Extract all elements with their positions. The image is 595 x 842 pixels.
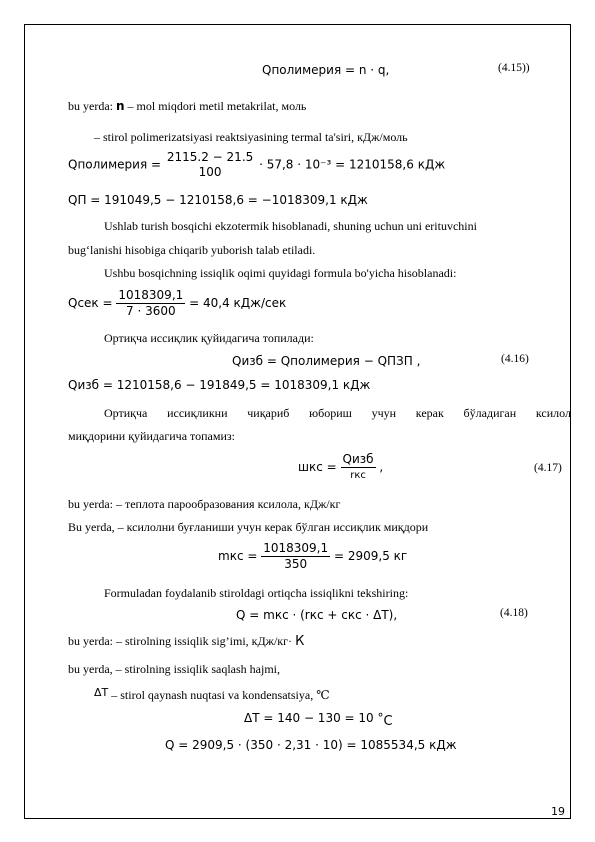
equation-q-sek: Qсек = $\frac{1018309,1}{7 \cdot 3600}$ = 40,4 кДж/сек	[68, 288, 287, 318]
definition-n: bu yerda: n – mol miqdori metil metakrilat, моль	[68, 99, 307, 113]
definition-m: Bu yerda, – ксилолни буғланиши учун керак бўлган иссиқлик миқдори	[68, 520, 429, 534]
paragraph-ortiqcha: Ортиқча иссиқлик қуйидагича топилади:	[104, 331, 314, 345]
fraction-4-17: $\frac{\text{Qизб}}{\text{rкс}}$	[342, 452, 374, 481]
definition-q: – stirol polimerizatsiyasi reaktsiyasining termal ta'siri, кДж/моль	[94, 130, 408, 144]
formula-4-17: шкс = $\frac{\text{Qизб}}{\text{rкс}}$ ,	[298, 452, 384, 481]
formula-number-4-15: (4.15))	[498, 62, 530, 74]
delta-t-symbol: ΔT	[94, 686, 109, 699]
paragraph-ksilol-2: миқдорини қуйидагича топамиз:	[68, 429, 235, 443]
formula-4-15: Qполимерия = n · q,	[262, 63, 390, 77]
fraction-q-sek: $\frac{1018309,1}{7 \cdot 3600}$	[118, 288, 184, 318]
paragraph-formuladan: Formuladan foydalanib stiroldagi ortiqcha issiqlikni tekshiring:	[104, 586, 409, 600]
formula-4-16: Qизб = Qполимерия − QПЗП ,	[232, 354, 421, 368]
definition-c: bu yerda: – stirolning issiqlik sig’imi, кДж/кг· К	[68, 634, 305, 649]
paragraph-ushbu: Ushbu bosqichning issiqlik oqimi quyidagi formula bo'yicha hisoblanadi:	[104, 266, 457, 280]
fraction-m-ks: $\frac{1018309,1}{350}$	[263, 541, 329, 571]
equation-q-polimeriya: Qполимерия = 2115.2 − 21.5 100 · 57,8 · 10⁻³ = 1210158,6 кДж	[68, 150, 446, 179]
definition-r: bu yerda: – теплота парообразования ксилола, кДж/кг	[68, 497, 341, 511]
equation-m-ks: mкс = $\frac{1018309,1}{350}$ = 2909,5 кг	[218, 541, 408, 571]
n-symbol: n	[115, 99, 125, 113]
fraction-q-polimeriya: 2115.2 − 21.5 100	[166, 150, 254, 179]
formula-number-4-16: (4.16)	[501, 353, 529, 365]
equation-q-final: Q = 2909,5 · (350 · 2,31 · 10) = 1085534,5 кДж	[165, 738, 457, 752]
equation-delta-t: ΔT = 140 − 130 = 10 °C	[244, 711, 393, 729]
paragraph-ushlab-1: Ushlab turish bosqichi ekzotermik hisoblanadi, shuning uchun uni erituvchini	[104, 219, 477, 233]
formula-4-18: Q = mкс · (rкс + cкс · ΔT),	[236, 608, 398, 622]
formula-number-4-17: (4.17)	[534, 462, 562, 474]
definition-h: bu yerda, – stirolning issiqlik saqlash hajmi,	[68, 662, 280, 676]
definition-dt: ΔT – stirol qaynash nuqtasi va kondensatsiya, ℃	[94, 686, 330, 702]
equation-q-izb: Qизб = 1210158,6 − 191849,5 = 1018309,1 кДж	[68, 378, 371, 392]
equation-q-p: QП = 191049,5 − 1210158,6 = −1018309,1 кДж	[68, 193, 368, 207]
paragraph-ksilol-1: Ортиқча иссиқликни чиқариб юбориш учун керак бўладиган ксилол	[104, 406, 571, 420]
paragraph-ushlab-2: bug‘lanishi hisobiga chiqarib yuborish talab etiladi.	[68, 243, 316, 257]
page-number: 19	[551, 805, 565, 818]
formula-number-4-18: (4.18)	[500, 607, 528, 619]
